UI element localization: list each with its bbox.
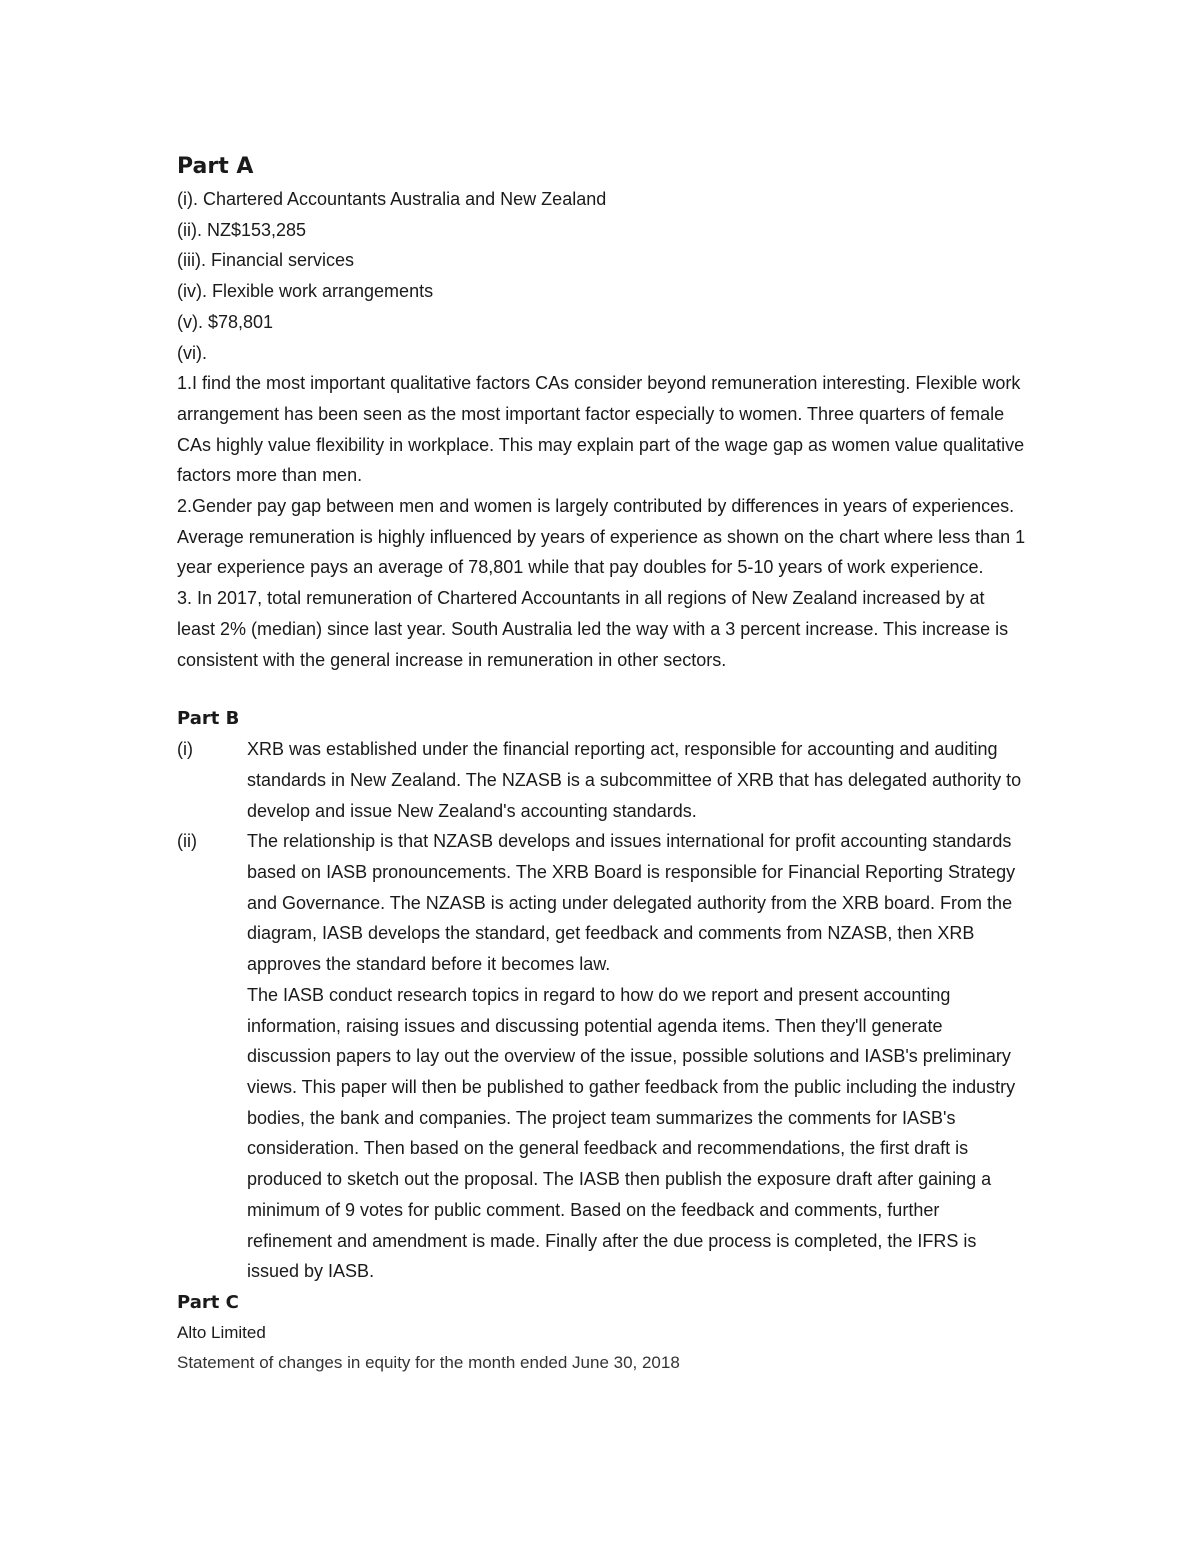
statement-title: Statement of changes in equity for the month ended June 30, 2018 bbox=[177, 1352, 680, 1372]
part-a-answer-i: (i). Chartered Accountants Australia and New Zealand bbox=[177, 189, 607, 209]
document-page bbox=[177, 150, 1027, 1378]
part-a-answer-iv: (iv). Flexible work arrangements bbox=[177, 281, 434, 302]
part-b-item-paragraph: The relationship is that NZASB develops and issues international for profit accounting standards based on IASB pronouncements. The XRB Board is responsible for Financial Reporting Strategy and Governance. The NZASB is acting under delegated authority from the XRB board. From the diagram, IASB develops the standard, get feedback and comments from NZASB, then XRB approves the standard before it becomes law. bbox=[247, 831, 1016, 975]
part-a-answer-vi: (vi). bbox=[177, 342, 207, 363]
part-a-paragraph-2: 2.Gender pay gap between men and women is largely contributed by differences in years of experiences. Average remuneration is highly influenced by years of experience as shown on the chart where less than 1 year experience pays an average of 78,801 while that pay doubles for 5-10 years of work experience. bbox=[177, 496, 1026, 578]
part-a-answer-v: (v). $78,801 bbox=[177, 311, 274, 332]
part-c-heading: Part C bbox=[177, 1291, 239, 1313]
part-b-item-number: (i) bbox=[177, 739, 193, 760]
part-a-heading: Part A bbox=[177, 154, 254, 179]
part-b-heading: Part B bbox=[177, 708, 240, 730]
part-a-paragraph-3: 3. In 2017, total remuneration of Chartered Accountants in all regions of New Zealand increased by at least 2% (median) since last year. South Australia led the way with a 3 percent increase. This increase is consistent with the general increase in remuneration in other sectors. bbox=[177, 588, 1009, 670]
part-b-item-ii bbox=[177, 826, 1027, 1287]
company-name: Alto Limited bbox=[177, 1322, 266, 1342]
section-spacer bbox=[177, 675, 1027, 703]
part-b-item-body bbox=[247, 826, 1027, 1287]
part-b-item-i bbox=[177, 734, 1027, 826]
part-a-answer-ii: (ii). NZ$153,285 bbox=[177, 219, 307, 240]
part-b-item-paragraph: The IASB conduct research topics in regard to how do we report and present accounting information, raising issues and discussing potential agenda items. Then they'll generate discussion papers to lay out the overview of the issue, possible solutions and IASB's preliminary views. This paper will then be published to gather feedback from the public including the industry bodies, the bank and companies. The project team summarizes the comments for IASB's consideration. Then based on the general feedback and recommendations, the first draft is produced to sketch out the proposal. The IASB then publish the exposure draft after gaining a minimum of 9 votes for public comment. Based on the feedback and comments, further refinement and amendment is made. Finally after the due process is completed, the IFRS is issued by IASB. bbox=[247, 984, 1016, 1282]
part-b-item-paragraph: XRB was established under the financial reporting act, responsible for accounting and auditing standards in New Zealand. The NZASB is a subcommittee of XRB that has delegated authority to develop and issue New Zealand's accounting standards. bbox=[247, 739, 1022, 821]
part-b-item-body bbox=[247, 734, 1027, 826]
part-a-paragraph-1: 1.I find the most important qualitative factors CAs consider beyond remuneration interesting. Flexible work arrangement has been seen as the most important factor especially to women. Three quarters of female CAs highly value flexibility in workplace. This may explain part of the wage gap as women value qualitative factors more than men. bbox=[177, 373, 1025, 486]
part-b-item-number: (ii) bbox=[177, 831, 197, 852]
part-a-answer-iii: (iii). Financial services bbox=[177, 250, 355, 271]
